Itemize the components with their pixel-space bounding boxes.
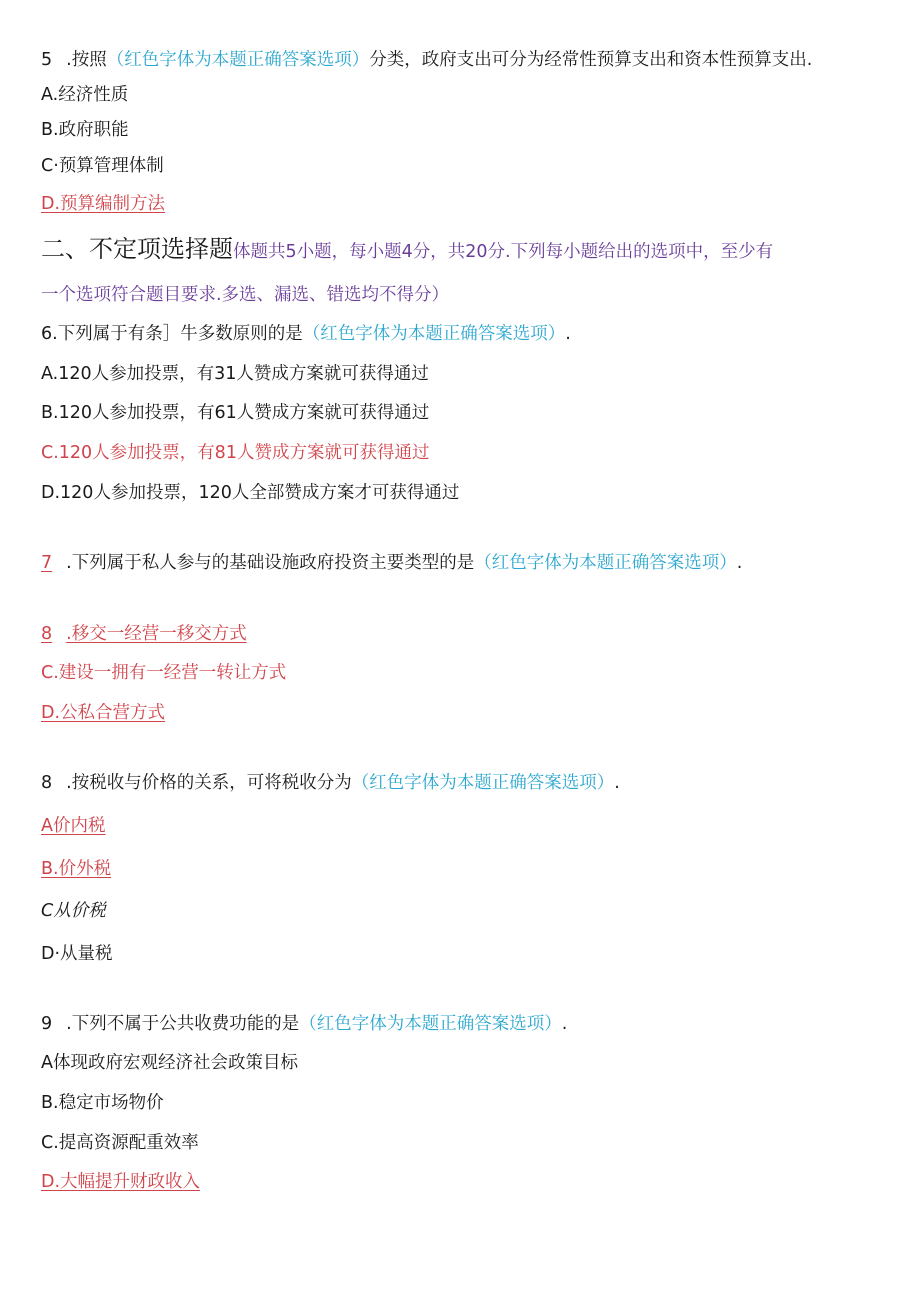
q6-option-d: D.120人参加投票，120人全部赞成方案才可获得通过 xyxy=(41,483,460,503)
q9-tail: . xyxy=(561,1014,568,1034)
q7-option-d-correct xyxy=(41,701,165,725)
q5-option-d-correct xyxy=(41,192,165,216)
q8-tail: . xyxy=(614,773,620,793)
q9-option-d-correct xyxy=(41,1170,200,1194)
q7-option-d-text: D.公私合营方式 xyxy=(41,703,166,723)
q9-option-a: A体现政府宏观经济社会政策目标 xyxy=(41,1053,298,1073)
q6-tail: . xyxy=(565,324,571,344)
q7-option-1-number: 8 xyxy=(41,624,53,644)
q5-text: .按照 xyxy=(66,50,107,70)
q8-option-c: C从价税 xyxy=(41,901,106,921)
section2-instructions-1: 体题共5小题，每小题4分，共20分.下列每小题给出的选项中，至少有 xyxy=(233,242,774,262)
q6-option-b: B.120人参加投票，有61人赞成方案就可获得通过 xyxy=(41,403,430,423)
q8-hint: （红色字体为本题正确答案选项） xyxy=(351,773,615,793)
section2-heading xyxy=(41,234,773,267)
q5-number: 5 xyxy=(41,50,53,70)
q7-text: .下列属于私人参与的基础设施政府投资主要类型的是 xyxy=(66,553,475,573)
q7-option-c-correct: C.建设一拥有一经营一转让方式 xyxy=(41,663,287,683)
q8-stem xyxy=(41,771,620,795)
q7-tail: . xyxy=(736,553,743,573)
q5-option-b: B.政府职能 xyxy=(41,120,129,140)
q6-stem xyxy=(41,322,571,346)
q5-tail: 分类，政府支出可分为经常性预算支出和资本性预算支出. xyxy=(369,50,813,70)
q9-text: .下列不属于公共收费功能的是 xyxy=(66,1014,300,1034)
q5-option-c: C·预算管理体制 xyxy=(41,156,164,176)
q8-option-b-text: B.价外税 xyxy=(41,859,112,879)
q9-option-c: C.提高资源配重效率 xyxy=(41,1133,199,1153)
q7-number: 7 xyxy=(41,553,53,573)
q7-hint: （红色字体为本题正确答案选项） xyxy=(474,553,737,573)
q7-stem xyxy=(41,551,742,575)
q6-hint: （红色字体为本题正确答案选项） xyxy=(302,324,566,344)
q8-text: .按税收与价格的关系，可将税收分为 xyxy=(66,773,352,793)
q6-option-c-correct: C.120人参加投票，有81人赞成方案就可获得通过 xyxy=(41,443,430,463)
q8-option-a-text: A价内税 xyxy=(41,816,106,836)
q8-number: 8 xyxy=(41,773,53,793)
q9-stem xyxy=(41,1012,567,1036)
q6-option-a: A.120人参加投票，有31人赞成方案就可获得通过 xyxy=(41,364,429,384)
section2-title: 二、不定项选择题 xyxy=(41,235,233,263)
q7-option-1-correct xyxy=(41,622,247,646)
q6-text: 6.下列属于有条］牛多数原则的是 xyxy=(41,324,303,344)
q9-number: 9 xyxy=(41,1014,53,1034)
q5-option-a: A.经济性质 xyxy=(41,85,129,105)
q5-stem xyxy=(41,48,812,72)
q7-option-1-text: .移交一经营一移交方式 xyxy=(66,624,247,644)
section2-instructions-2: 一个选项符合题目要求.多选、漏选、错选均不得分） xyxy=(41,285,450,305)
q9-option-d-text: D.大幅提升财政收入 xyxy=(41,1172,201,1192)
q5-option-d-text: D.预算编制方法 xyxy=(41,194,166,214)
q9-hint: （红色字体为本题正确答案选项） xyxy=(299,1014,562,1034)
q8-option-b-correct xyxy=(41,857,111,881)
q8-option-a-correct xyxy=(41,814,105,838)
q8-option-d: D·从量税 xyxy=(41,944,113,964)
q9-option-b: B.稳定市场物价 xyxy=(41,1093,164,1113)
q5-hint: （红色字体为本题正确答案选项） xyxy=(106,50,370,70)
